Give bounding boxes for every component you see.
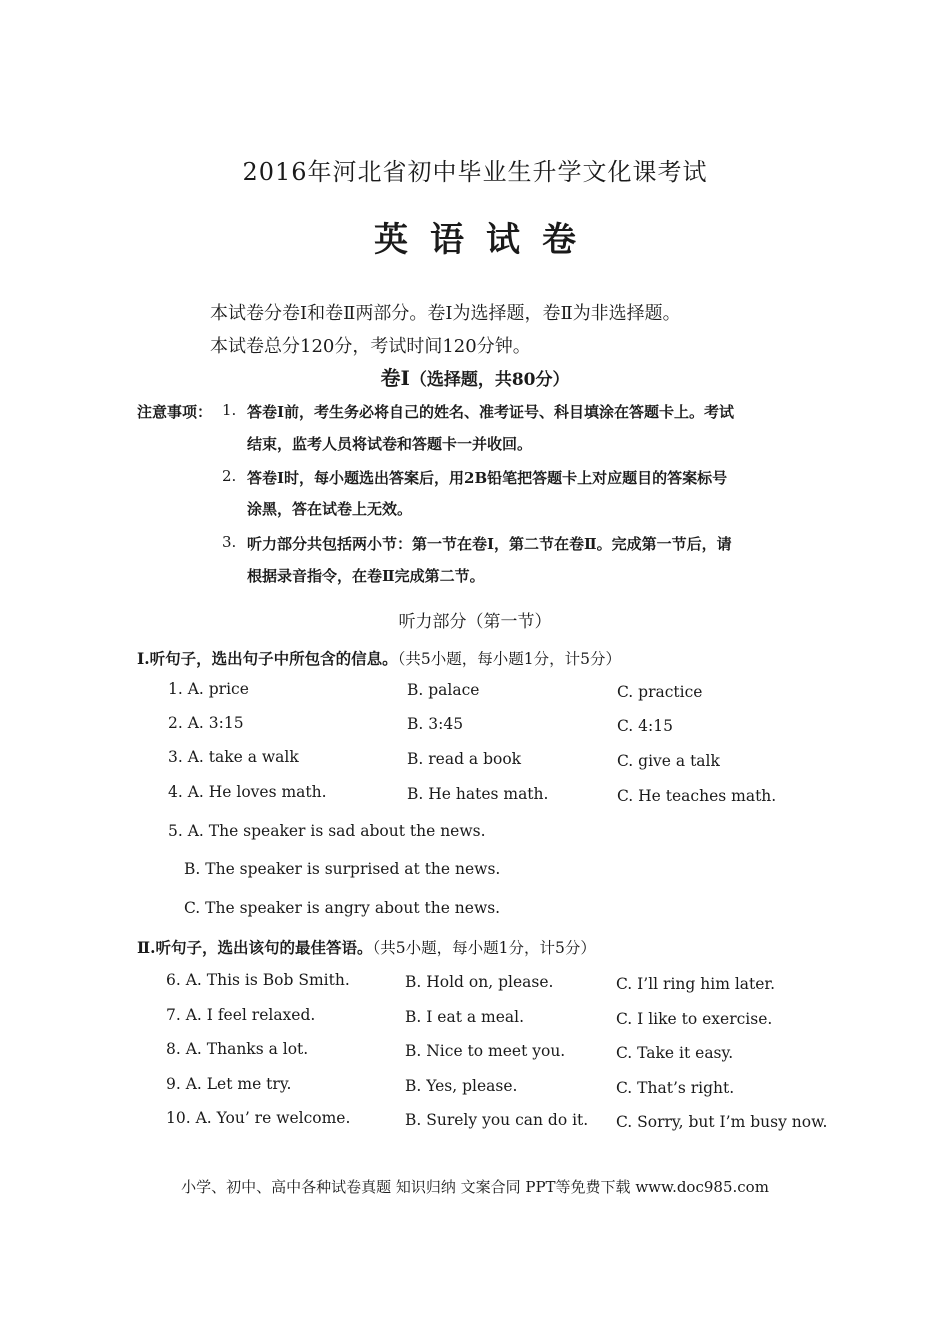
- notice-item-1-num: 1.: [222, 401, 237, 419]
- q5-option-c: C. The speaker is angry about the news.: [184, 899, 501, 917]
- q4-option-b: B. He hates math.: [407, 785, 549, 803]
- q9-option-c: C. That’s right.: [616, 1079, 735, 1097]
- question-group-2-heading: [137, 936, 596, 958]
- notice-item-2-line-1: 答卷Ⅰ时，每小题选出答案后，用2B铅笔把答题卡上对应题目的答案标号: [247, 469, 728, 487]
- listening-section-title: 听力部分（第一节）: [398, 612, 552, 632]
- q7-option-c: C. I like to exercise.: [616, 1010, 773, 1028]
- q1-option-b: B. palace: [407, 681, 480, 699]
- notice-item-3-num: 3.: [222, 533, 237, 551]
- question-group-1-instruction: 听句子，选出句子中所包含的信息。: [149, 649, 398, 668]
- intro-line-2: 本试卷总分120分，考试时间120分钟。: [210, 336, 531, 357]
- q2-option-b: B. 3:45: [407, 715, 464, 733]
- q5-option-a: 5. A. The speaker is sad about the news.: [168, 822, 486, 840]
- part-1-subtitle: （选择题，共80分）: [409, 370, 570, 390]
- notice-item-1-line-2: 结束，监考人员将试卷和答题卡一并收回。: [247, 435, 533, 453]
- question-group-2-points: （共5小题，每小题1分，计5分）: [372, 939, 596, 957]
- q7-option-a: 7. A. I feel relaxed.: [166, 1006, 316, 1024]
- q2-option-c: C. 4:15: [617, 717, 673, 735]
- notice-item-1-line-1: 答卷Ⅰ前，考生务必将自己的姓名、准考证号、科目填涂在答题卡上。考试: [247, 403, 735, 421]
- q5-option-b: B. The speaker is surprised at the news.: [184, 860, 501, 878]
- q3-option-b: B. read a book: [407, 750, 522, 768]
- notice-item-3-line-2: 根据录音指令，在卷Ⅱ完成第二节。: [247, 567, 485, 585]
- footer-ad-text: 小学、初中、高中各种试卷真题 知识归纳 文案合同 PPT等免费下载 www.doc985.com: [181, 1178, 769, 1196]
- q7-option-b: B. I eat a meal.: [405, 1008, 525, 1026]
- subject-title: 英语试卷: [374, 220, 598, 260]
- q6-option-a: 6. A. This is Bob Smith.: [166, 971, 350, 989]
- question-group-2-label: Ⅱ.: [137, 938, 156, 957]
- q1-option-c: C. practice: [617, 683, 703, 701]
- question-group-1-points: （共5小题，每小题1分，计5分）: [397, 650, 622, 668]
- notice-item-2-num: 2.: [222, 467, 237, 485]
- part-1-title: 卷Ⅰ: [380, 366, 410, 390]
- part-1-heading: [0, 362, 950, 391]
- q6-option-c: C. I’ll ring him later.: [616, 975, 776, 993]
- q1-option-a: 1. A. price: [168, 680, 249, 698]
- q4-option-a: 4. A. He loves math.: [168, 783, 327, 801]
- question-group-1-heading: [137, 647, 621, 669]
- question-group-1-label: Ⅰ.: [137, 649, 150, 668]
- q10-option-c: C. Sorry, but I’m busy now.: [616, 1113, 828, 1131]
- notice-label: 注意事项：: [137, 403, 213, 421]
- q3-option-a: 3. A. take a walk: [168, 748, 299, 766]
- exam-title: 2016年河北省初中毕业生升学文化课考试: [242, 158, 708, 186]
- q3-option-c: C. give a talk: [617, 752, 720, 770]
- q2-option-a: 2. A. 3:15: [168, 714, 244, 732]
- q9-option-a: 9. A. Let me try.: [166, 1075, 292, 1093]
- q10-option-b: B. Surely you can do it.: [405, 1111, 589, 1129]
- q10-option-a: 10. A. You’ re welcome.: [166, 1109, 351, 1127]
- intro-line-1: 本试卷分卷Ⅰ和卷Ⅱ两部分。卷Ⅰ为选择题，卷Ⅱ为非选择题。: [210, 303, 681, 324]
- question-group-2-instruction: 听句子，选出该句的最佳答语。: [155, 938, 373, 957]
- q8-option-c: C. Take it easy.: [616, 1044, 734, 1062]
- notice-item-2-line-2: 涂黑，答在试卷上无效。: [247, 500, 413, 518]
- q6-option-b: B. Hold on, please.: [405, 973, 554, 991]
- q8-option-b: B. Nice to meet you.: [405, 1042, 566, 1060]
- notice-item-3-line-1: 听力部分共包括两小节：第一节在卷Ⅰ，第二节在卷Ⅱ。完成第一节后，请: [247, 535, 732, 553]
- q8-option-a: 8. A. Thanks a lot.: [166, 1040, 309, 1058]
- q9-option-b: B. Yes, please.: [405, 1077, 518, 1095]
- q4-option-c: C. He teaches math.: [617, 787, 777, 805]
